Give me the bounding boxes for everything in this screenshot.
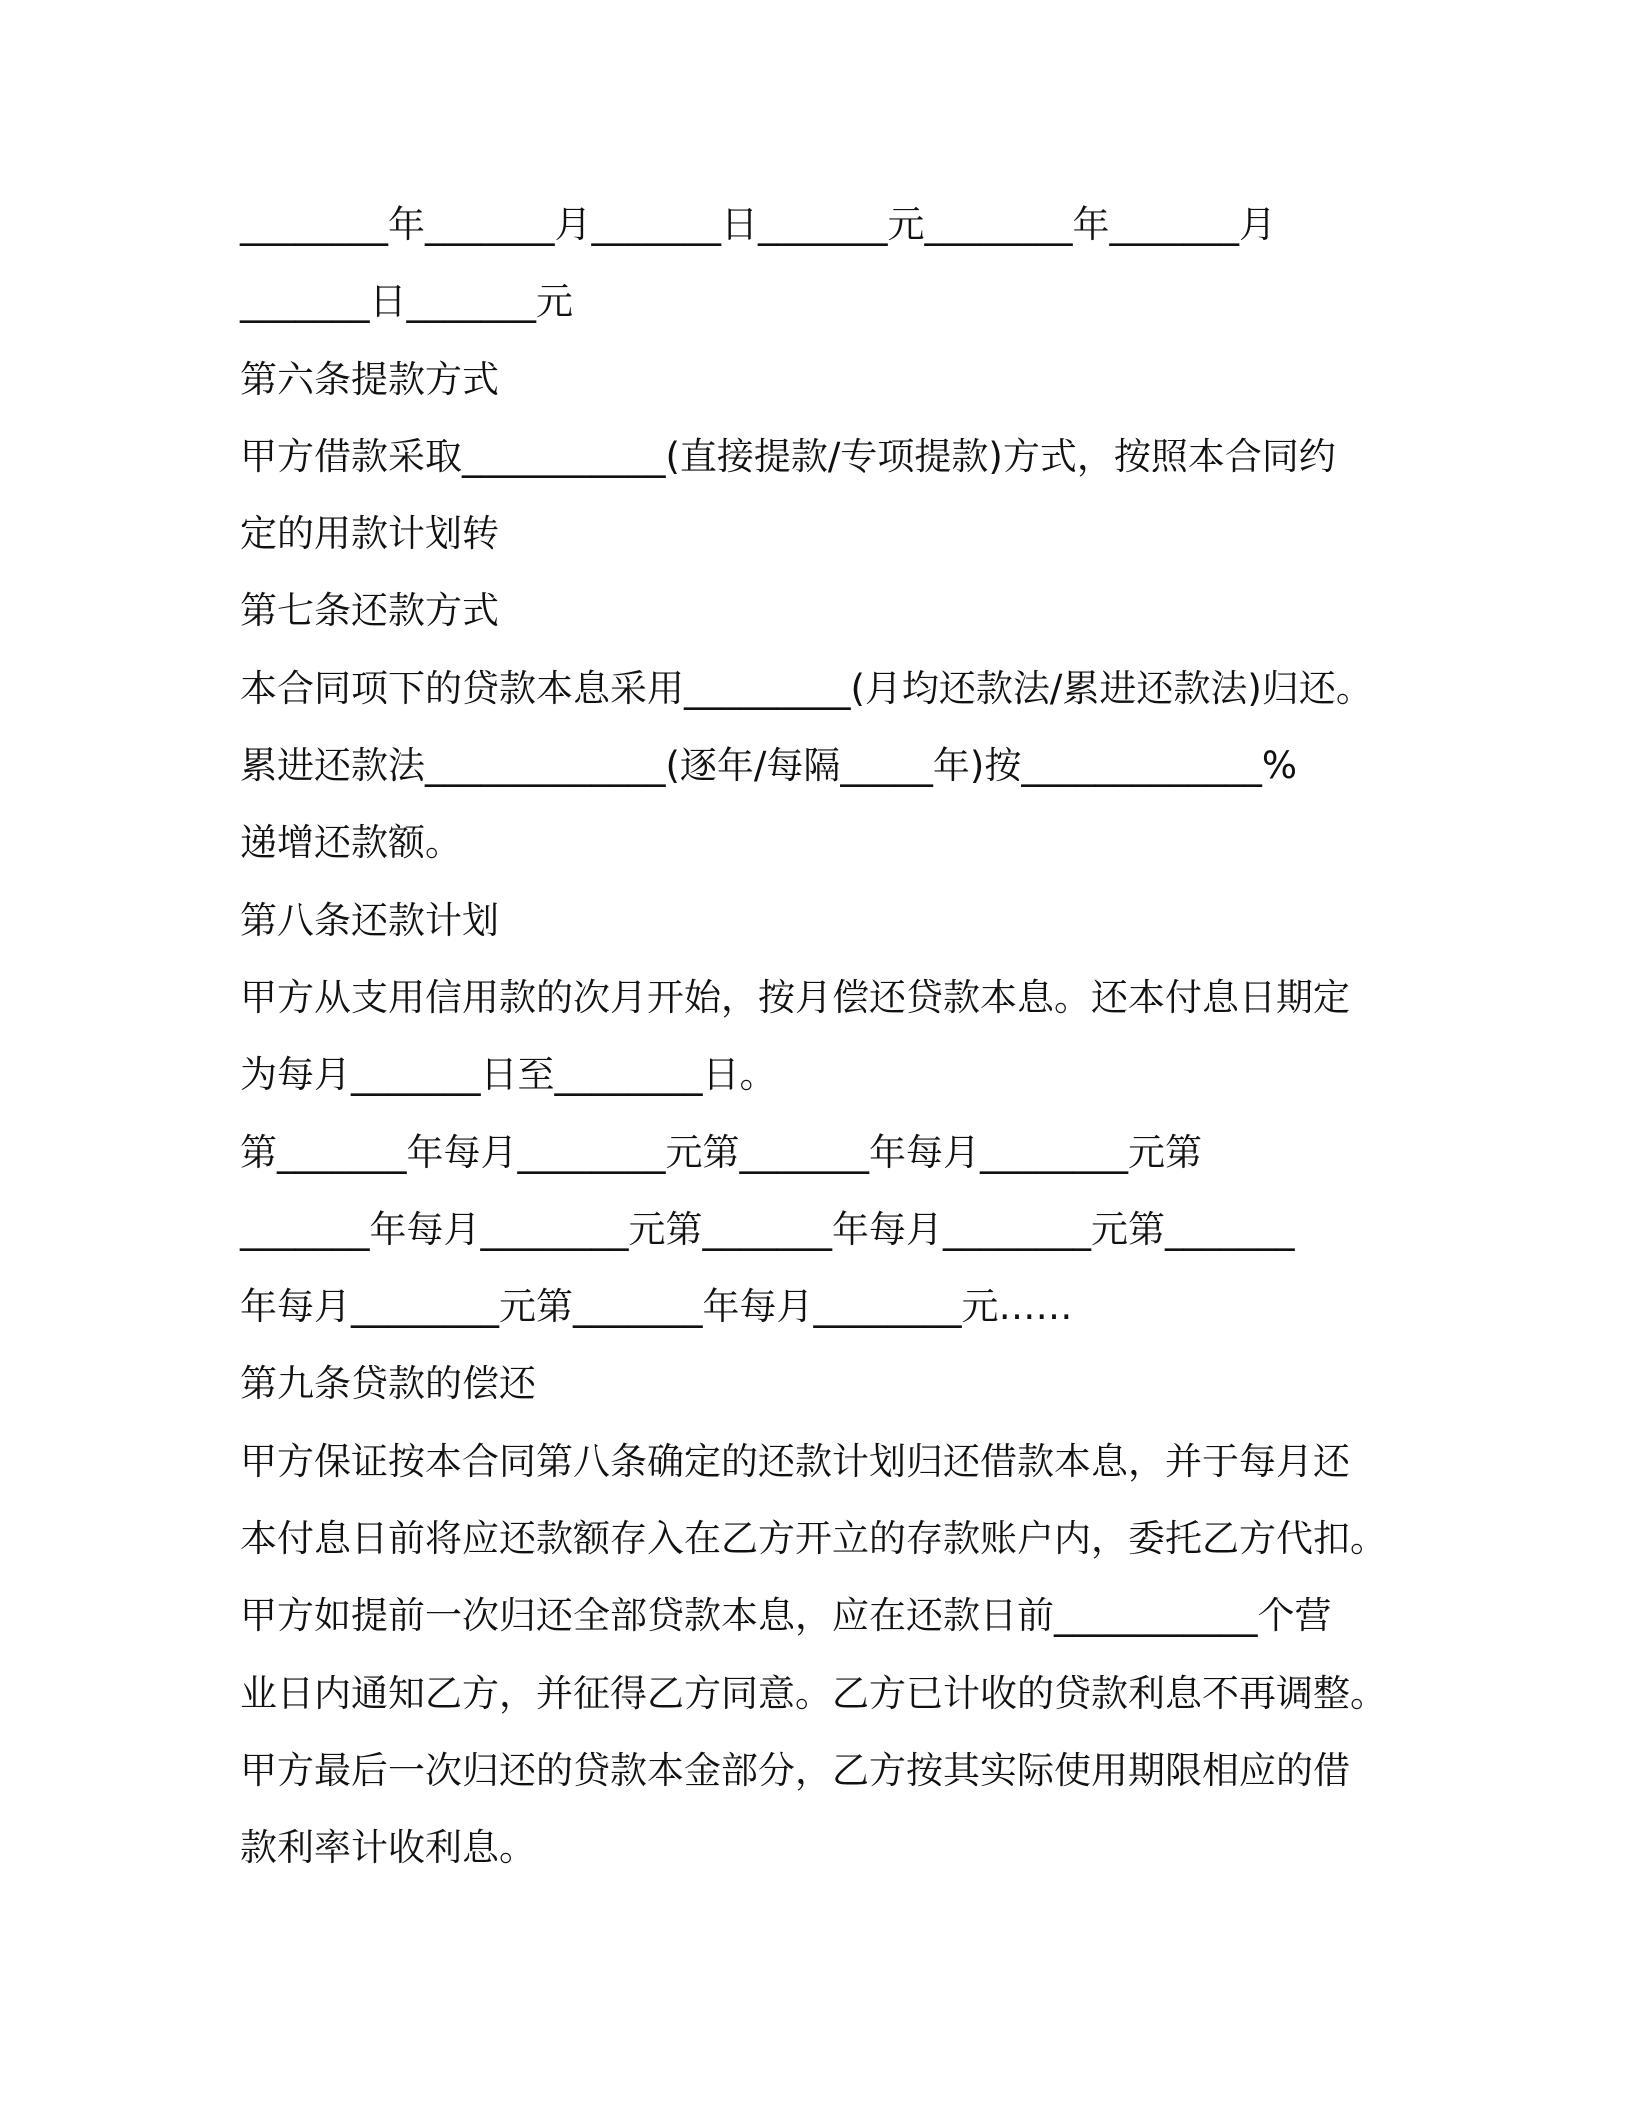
text-line: 累进还款法_____________(逐年/每隔_____年)按_____________% [240, 744, 1297, 788]
text-line: 本合同项下的贷款本息采用_________(月均还款法/累进还款法)归还。 [240, 666, 1373, 710]
text-line: 定的用款计划转 [240, 512, 499, 556]
text-line: 本付息日前将应还款额存入在乙方开立的存款账户内，委托乙方代扣。 [240, 1517, 1387, 1561]
text-line: 业日内通知乙方，并征得乙方同意。乙方已计收的贷款利息不再调整。 [240, 1671, 1387, 1715]
text-line: 甲方保证按本合同第八条确定的还款计划归还借款本息，并于每月还 [240, 1439, 1350, 1483]
text-line: 第_______年每月________元第_______年每月________元第 [240, 1130, 1202, 1174]
text-line: _______日_______元 [240, 280, 573, 324]
section-heading: 第七条还款方式 [240, 589, 499, 633]
section-heading: 第六条提款方式 [240, 357, 499, 401]
section-heading: 第八条还款计划 [240, 898, 499, 942]
text-line: 递增还款额。 [240, 821, 462, 865]
text-line: 甲方最后一次归还的贷款本金部分，乙方按其实际使用期限相应的借 [240, 1748, 1350, 1792]
text-line: 甲方如提前一次归还全部贷款本息，应在还款日前___________个营 [240, 1594, 1332, 1638]
text-line: _______年每月________元第_______年每月________元第_______ [240, 1207, 1295, 1251]
text-line: ________年_______月_______日_______元________年_______月 [240, 203, 1276, 246]
text-line: 款利率计收利息。 [240, 1826, 536, 1870]
text-line: 为每月_______日至________日。 [240, 1053, 777, 1097]
text-line: 年每月________元第_______年每月________元…… [240, 1285, 1073, 1329]
text-line: 甲方借款采取___________(直接提款/专项提款)方式，按照本合同约 [240, 434, 1336, 478]
text-line: 甲方从支用信用款的次月开始，按月偿还贷款本息。还本付息日期定 [240, 975, 1350, 1019]
section-heading: 第九条贷款的偿还 [240, 1362, 536, 1406]
document-page [240, 186, 1410, 1887]
